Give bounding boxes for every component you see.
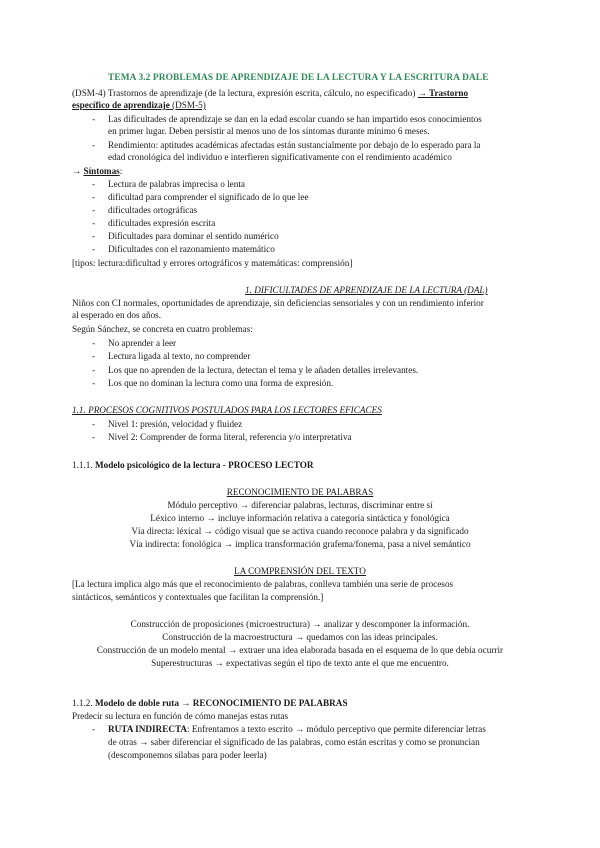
comprension-line: Superestructuras → expectativas según el tipo de texto ante el que me encuentro. [151,658,449,668]
sintomas-heading: → Síntomas: [72,166,123,176]
dsm-bullet-2-line-2: edad cronológica del individuo e interfieren significativamente con el rendimiento académico [108,152,452,162]
problema-item: Los que no aprenden de la lectura, detectan el tema y le añaden detalles irrelevantes. [108,365,419,375]
reconocimiento-line: Vía indirecta: fonológica → implica transformación grafema/fonema, pasa a nivel semántico [129,539,471,549]
bullet-dash: - [92,244,96,254]
sintoma-item: dificultades ortográficas [108,205,198,215]
section-1-heading: 1. DIFICULTADES DE APRENDIZAJE DE LA LECTURA (DAL) [245,285,488,295]
comprension-line: Construcción de la macroestructura → quedamos con las ideas principales. [162,632,438,642]
problema-item: Los que no dominan la lectura como una forma de expresión. [108,378,334,388]
sintoma-item: dificultades expresión escrita [108,218,216,228]
section-1-para-line-2: al esperado en dos años. [72,310,162,320]
section-1-1-heading: 1.1. PROCESOS COGNITIVOS POSTULADOS PARA LOS LECTORES EFICACES [72,405,382,415]
bullet-dash: - [92,432,96,442]
document-title: TEMA 3.2 PROBLEMAS DE APRENDIZAJE DE LA LECTURA Y LA ESCRITURA DALE [108,73,489,83]
comprension-para-line-2: sintácticos, semánticos y contextuales que facilitan la comprensión.] [72,592,324,602]
bullet-dash: - [92,724,96,734]
sintoma-item: Dificultades con el razonamiento matemático [108,244,275,254]
comprension-heading: LA COMPRENSIÓN DEL TEXTO [234,566,366,576]
predecir-line: Predecir su lectura en función de cómo manejas estas rutas [72,711,289,721]
tipos-note: [tipos: lectura:dificultad y errores ortográficos y matemáticas: comprensión] [72,258,353,268]
nivel-item: Nivel 2: Comprender de forma literal, referencia y/o interpretativa [108,432,352,442]
bullet-dash: - [92,231,96,241]
sintoma-item: Dificultades para dominar el sentido numérico [108,231,279,241]
bullet-dash: - [92,218,96,228]
nivel-item: Nivel 1: presión, velocidad y fluidez [108,419,243,429]
comprension-line: Construcción de proposiciones (microestructura) → analizar y descomponer la información. [130,619,470,629]
ruta-indirecta-line-2: de otras → saber diferenciar el significado de las palabras, como están escritas y como se pronuncian [108,737,480,747]
sintoma-item: Lectura de palabras imprecisa o lenta [108,179,245,189]
bullet-dash: - [92,351,96,361]
dsm-bullet-2-line-1: Rendimiento: aptitudes académicas afectadas están sustancialmente por debajo de lo esperado para la [108,140,481,150]
dsm-line-2: específico de aprendizaje (DSM-5) [72,100,206,110]
reconocimiento-line: Módulo perceptivo → diferenciar palabras, lecturas, discriminar entre sí [167,500,433,510]
problema-item: No aprender a leer [108,338,177,348]
section-1-1-1-heading: 1.1.1. Modelo psicológico de la lectura - PROCESO LECTOR [72,460,314,470]
bullet-dash: - [92,378,96,388]
bullet-dash: - [92,114,96,124]
reconocimiento-line: Vía directa: léxical → código visual que se activa cuando reconoce palabra y da significado [131,526,469,536]
dsm-bullet-1-line-1: Las dificultades de aprendizaje se dan en la edad escolar cuando se han impartido esos conocimientos [108,114,482,124]
reconocimiento-line: Léxico interno → incluye información relativa a categoría sintáctica y fonológica [150,513,450,523]
section-1-para-line-1: Niños con CI normales, oportunidades de aprendizaje, sin deficiencias sensoriales y con un rendimiento inferior [72,298,484,308]
comprension-line: Construcción de un modelo mental → extraer una idea elaborada basada en el esquema de lo que debía ocurrir [96,645,504,655]
bullet-dash: - [92,192,96,202]
bullet-dash: - [92,338,96,348]
ruta-indirecta-line-1: RUTA INDIRECTA: Enfrentamos a texto escrito → módulo perceptivo que permite diferenciar letras [108,724,486,734]
sanchez-line: Según Sánchez, se concreta en cuatro problemas: [72,324,253,334]
dsm-bullet-1-line-2: en primer lugar. Deben persistir al menos uno de los síntomas durante mínimo 6 meses. [108,126,430,136]
reconocimiento-heading: RECONOCIMIENTO DE PALABRAS [226,487,374,497]
ruta-indirecta-line-3: (descomponemos sílabas para poder leerla) [108,750,267,760]
bullet-dash: - [92,365,96,375]
comprension-para-line-1: [La lectura implica algo más que el reconocimiento de palabras, conlleva también una serie de procesos [72,579,454,589]
section-1-1-2-heading: 1.1.2. Modelo de doble ruta → RECONOCIMIENTO DE PALABRAS [72,698,348,708]
bullet-dash: - [92,140,96,150]
problema-item: Lectura ligada al texto, no comprender [108,351,251,361]
sintoma-item: dificultad para comprender el significado de lo que lee [108,192,309,202]
bullet-dash: - [92,205,96,215]
bullet-dash: - [92,179,96,189]
bullet-dash: - [92,419,96,429]
dsm-line-1: (DSM-4) Trastornos de aprendizaje (de la lectura, expresión escrita, cálculo, no especificado) → Trastorno [72,88,469,98]
